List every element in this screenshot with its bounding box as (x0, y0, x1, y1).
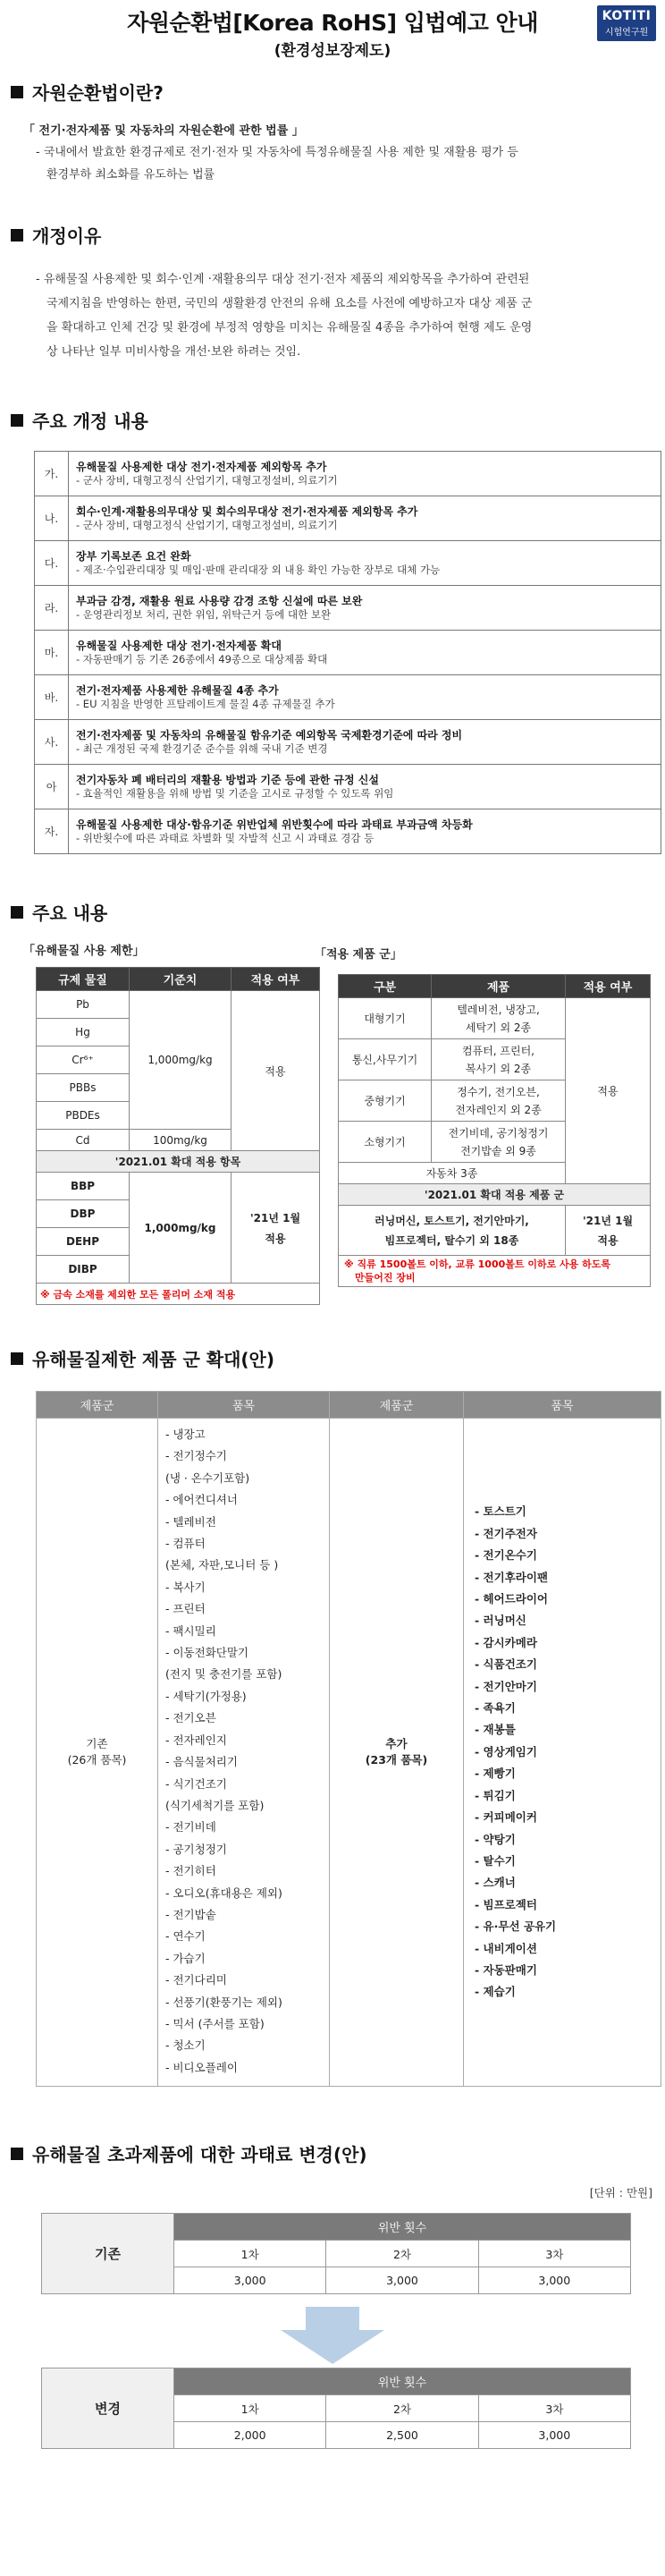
revision-label: 아 (35, 765, 69, 809)
revision-row (35, 720, 661, 765)
revision-content (69, 765, 661, 809)
revision-label: 자. (35, 809, 69, 854)
new-apply-cell: '21년 1월 적용 (566, 1206, 651, 1256)
square-bullet-icon (11, 906, 23, 919)
reason-line: 상 나타난 일부 미비사항을 개선·보완 하려는 것임. (46, 345, 301, 359)
substance-cell: Cd (37, 1130, 130, 1151)
revision-label: 가. (35, 452, 69, 496)
existing-item: - 에어컨디셔너 (165, 1493, 238, 1507)
product-cell: 전기비데, 공기청정기 전기밥솥 외 9종 (432, 1122, 566, 1163)
section-main-content (0, 899, 665, 1326)
page-subtitle: (환경성보장제도) (274, 42, 391, 60)
revision-label: 사. (35, 720, 69, 765)
apply-cell: 적용 (566, 998, 651, 1184)
product-cell: 텔레비전, 냉장고, 세탁기 외 2종 (432, 998, 566, 1039)
existing-items-cell (158, 1419, 330, 2087)
added-item: - 전기온수기 (475, 1548, 537, 1563)
value-cell: 3,000 (326, 2267, 478, 2294)
revision-detail: - 운영관리정보 처리, 권한 위임, 위탁근거 등에 대한 보완 (76, 608, 332, 621)
section-fine-change (0, 2140, 665, 2449)
existing-item: - 오디오(휴대용은 제외) (165, 1885, 282, 1900)
revision-label: 바. (35, 675, 69, 720)
revision-row (35, 631, 661, 675)
new-products-cell: 러닝머신, 토스트기, 전기안마기, 빔프로젝터, 탈수기 외 18종 (339, 1206, 566, 1256)
product-cell: 컴퓨터, 프린터, 복사기 외 2종 (432, 1039, 566, 1080)
revision-content (69, 720, 661, 765)
added-item: - 튀김기 (475, 1788, 516, 1802)
col-header: 품목 (464, 1392, 661, 1419)
col-header: 규제 물질 (37, 968, 130, 991)
fine-after-table (41, 2368, 631, 2449)
apply-cell: 적용 (231, 991, 320, 1151)
existing-item: - 공기청정기 (165, 1842, 227, 1856)
existing-item: - 비디오플레이 (165, 2060, 238, 2074)
reason-line: 국제지침을 반영하는 한편, 국민의 생활환경 안전의 유해 요소를 사전에 예방하고자 대상 제품 군 (46, 297, 533, 310)
value-cell: 2,500 (326, 2422, 478, 2449)
added-item: - 영상게임기 (475, 1744, 537, 1758)
revision-detail: - 위반횟수에 따른 과태료 차별화 및 자발적 신고 시 과태료 경감 등 (76, 832, 375, 844)
revision-detail: - EU 지침을 반영한 프탈레이트계 물질 4종 규제물질 추가 (76, 698, 335, 710)
count-cell: 1차 (174, 2241, 326, 2267)
product-group-block (315, 941, 651, 1287)
existing-item: - 음식물처리기 (165, 1755, 238, 1769)
value-cell: 3,000 (174, 2267, 326, 2294)
product-note: ※ 직류 1500볼트 이하, 교류 1000볼트 이하로 사용 하도록 만들어진 장비 (339, 1256, 651, 1287)
existing-item: - 전기다리미 (165, 1973, 227, 1987)
law-name: 「 전기·전자제품 및 자동차의 자원순환에 관한 법률 」 (23, 124, 304, 138)
product-expansion-table (36, 1391, 661, 2087)
added-item: - 식품건조기 (475, 1657, 537, 1672)
square-bullet-icon (11, 2148, 23, 2160)
added-item: - 헤어드라이어 (475, 1592, 548, 1606)
before-label: 기존 (42, 2214, 174, 2294)
revision-row (35, 541, 661, 586)
existing-item: - 전기히터 (165, 1864, 216, 1878)
existing-item: - 프린터 (165, 1602, 206, 1616)
existing-item: (본체, 자판,모니터 등 ) (165, 1558, 279, 1572)
added-item: - 전기주전자 (475, 1526, 537, 1540)
revision-content (69, 586, 661, 631)
revision-title: 유해물질 사용제한 대상 전기·전자제품 확대 (76, 640, 282, 652)
new-substance-cell: BBP (37, 1173, 130, 1200)
revision-content (69, 541, 661, 586)
revision-title: 회수·인계·재활용의무대상 및 회수의무대상 전기·전자제품 제외항목 추가 (76, 505, 418, 518)
existing-item: - 세탁기(가정용) (165, 1689, 247, 1703)
revision-title: 장부 기록보존 요건 완화 (76, 550, 191, 563)
added-items-cell (464, 1419, 661, 2087)
expand-title: '2021.01 확대 적용 항목 (37, 1151, 320, 1173)
revision-row (35, 675, 661, 720)
product-cell: 정수기, 전기오븐, 전자레인지 외 2종 (432, 1080, 566, 1122)
added-item: - 감시카메라 (475, 1635, 537, 1649)
revision-content (69, 809, 661, 854)
after-label: 변경 (42, 2368, 174, 2449)
new-apply-cell: '21년 1월 적용 (231, 1173, 320, 1284)
section-title: 유해물질제한 제품 군 확대(안) (11, 1345, 665, 1371)
reason-line: 을 확대하고 인체 건강 및 환경에 부정적 영향을 미치는 유해물질 4종을 추가하여 현행 제도 운영 (46, 321, 533, 335)
revision-row (35, 452, 661, 496)
revision-row (35, 809, 661, 854)
added-item: - 제습기 (475, 1985, 516, 1999)
logo-main-text: KOTITI (602, 9, 652, 23)
section-definition (0, 79, 665, 186)
logo-sub-text: 시험연구원 (604, 28, 649, 38)
count-cell: 3차 (478, 2241, 630, 2267)
limit-cell: 100mg/kg (130, 1130, 231, 1151)
added-item: - 토스트기 (475, 1504, 526, 1519)
page-title: 자원순환법[Korea RoHS] 입법예고 안내 (127, 10, 538, 36)
value-cell: 3,000 (478, 2267, 630, 2294)
revision-row (35, 586, 661, 631)
down-arrow-icon (0, 2294, 665, 2368)
added-item: - 스캐너 (475, 1876, 516, 1890)
existing-item: (냉 · 온수기포함) (165, 1470, 250, 1485)
page-header (0, 0, 665, 60)
existing-item: - 컴퓨터 (165, 1537, 206, 1551)
count-cell: 3차 (478, 2395, 630, 2422)
added-item: - 자동판매기 (475, 1962, 537, 1977)
new-substance-cell: DIBP (37, 1256, 130, 1284)
added-item: - 제빵기 (475, 1767, 516, 1781)
substance-note: ※ 금속 소재를 제외한 모든 폴리머 소재 적용 (37, 1284, 320, 1305)
col-header: 제품군 (37, 1392, 158, 1419)
violation-header: 위반 횟수 (174, 2368, 631, 2395)
existing-item: - 청소기 (165, 2038, 206, 2053)
existing-item: - 팩시밀리 (165, 1623, 216, 1638)
existing-item: - 텔레비전 (165, 1514, 216, 1529)
section-reason (0, 222, 665, 364)
revision-content (69, 675, 661, 720)
added-item: - 전기후라이팬 (475, 1570, 548, 1584)
col-header: 기준치 (130, 968, 231, 991)
added-item: - 약탕기 (475, 1832, 516, 1846)
revision-title: 전기·전자제품 및 자동차의 유해물질 함유기준 예외항목 국제환경기준에 따라 정비 (76, 729, 463, 741)
section-revisions (0, 407, 665, 854)
existing-item: - 믹서 (주서를 포함) (165, 2016, 265, 2030)
added-item: - 재봉틀 (475, 1723, 516, 1737)
product-table (338, 974, 651, 1287)
section-title: 자원순환법이란? (11, 79, 665, 105)
existing-item: - 복사기 (165, 1580, 206, 1594)
existing-item: - 선풍기(환풍기는 제외) (165, 1995, 282, 2009)
definition-line: 환경부하 최소화를 유도하는 법률 (46, 168, 215, 182)
fine-before-table (41, 2213, 631, 2294)
revision-label: 나. (35, 496, 69, 541)
kotiti-logo (597, 5, 656, 41)
added-item: - 러닝머신 (475, 1614, 526, 1628)
revision-label: 마. (35, 631, 69, 675)
section-title: 개정이유 (11, 222, 665, 248)
expand-title: '2021.01 확대 적용 제품 군 (339, 1184, 651, 1206)
added-item: - 빔프로젝터 (475, 1897, 537, 1911)
revision-detail: - 제조·수입관리대장 및 매입·판매 관리대장 외 내용 확인 가능한 장부로 대체 가능 (76, 564, 441, 576)
count-cell: 2차 (326, 2395, 478, 2422)
group-cell: 대형기기 (339, 998, 432, 1039)
col-header: 적용 여부 (566, 975, 651, 998)
col-header: 제품군 (330, 1392, 464, 1419)
definition-line: - 국내에서 발효한 환경규제로 전기·전자 및 자동차에 특정유해물질 사용 제한 및 재활용 평가 등 (36, 146, 518, 159)
revision-detail: - 최근 개정된 국제 환경기준 준수를 위해 국내 기준 변경 (76, 742, 328, 755)
revision-title: 전기·전자제품 사용제한 유해물질 4종 추가 (76, 684, 279, 697)
revision-title: 유해물질 사용제한 대상 전기·전자제품 제외항목 추가 (76, 461, 327, 473)
value-cell: 3,000 (478, 2422, 630, 2449)
revision-title: 전기자동차 폐 배터리의 재활용 방법과 기준 등에 관한 규정 신설 (76, 774, 379, 786)
substance-cell: PBDEs (37, 1102, 130, 1130)
existing-item: - 냉장고 (165, 1428, 206, 1441)
revision-label: 다. (35, 541, 69, 586)
product-caption: 「적용 제품 군」 (315, 948, 402, 962)
substance-cell: Hg (37, 1019, 130, 1046)
reason-line: - 유해물질 사용제한 및 회수·인계 ·재활용의무 대상 전기·전자 제품의 제외항목을 추가하여 관련된 (36, 273, 530, 286)
substance-caption: 「유해물질 사용 제한」 (23, 945, 145, 958)
revision-row (35, 496, 661, 541)
substance-cell: Cr⁶⁺ (37, 1046, 130, 1074)
existing-item: - 이동전화단말기 (165, 1646, 249, 1660)
group-cell: 통신,사무기기 (339, 1039, 432, 1080)
added-item: - 내비게이션 (475, 1941, 537, 1955)
square-bullet-icon (11, 414, 23, 427)
section-title: 주요 내용 (11, 899, 665, 925)
col-header: 제품 (432, 975, 566, 998)
new-substance-cell: DBP (37, 1200, 130, 1228)
revision-table (34, 451, 661, 854)
revision-row (35, 765, 661, 809)
section-title: 주요 개정 내용 (11, 407, 665, 433)
square-bullet-icon (11, 229, 23, 242)
revision-detail: - 효율적인 재활용을 위해 방법 및 기준을 고시로 규정할 수 있도록 위임 (76, 787, 394, 800)
col-header: 적용 여부 (231, 968, 320, 991)
revision-detail: - 자동판매기 등 기존 26종에서 49종으로 대상제품 확대 (76, 653, 328, 665)
auto-cell: 자동차 3종 (339, 1163, 566, 1184)
limit-cell: 1,000mg/kg (130, 991, 231, 1130)
revision-detail: - 군사 장비, 대형고정식 산업기기, 대형고정설비, 의료기기 (76, 474, 338, 487)
added-item: - 유·무선 공유기 (475, 1919, 557, 1934)
section-product-expansion (0, 1345, 665, 2087)
added-group-cell: 추가 (23개 품목) (330, 1419, 464, 2087)
square-bullet-icon (11, 86, 23, 98)
existing-item: - 연수기 (165, 1929, 206, 1944)
value-cell: 2,000 (174, 2422, 326, 2449)
square-bullet-icon (11, 1352, 23, 1365)
new-limit-cell: 1,000mg/kg (130, 1173, 231, 1284)
substance-cell: PBBs (37, 1074, 130, 1102)
count-cell: 2차 (326, 2241, 478, 2267)
existing-item: (전지 및 충전기를 포함) (165, 1667, 282, 1682)
existing-item: - 전자레인지 (165, 1733, 227, 1747)
existing-item: - 전기오븐 (165, 1711, 216, 1725)
count-cell: 1차 (174, 2395, 326, 2422)
added-item: - 커피메이커 (475, 1810, 537, 1825)
revision-detail: - 군사 장비, 대형고정식 산업기기, 대형고정설비, 의료기기 (76, 519, 338, 531)
group-cell: 중형기기 (339, 1080, 432, 1122)
revision-content (69, 631, 661, 675)
revision-content (69, 452, 661, 496)
revision-title: 유해물질 사용제한 대상·함유기준 위반업체 위반횟수에 따라 과태료 부과금액 차등화 (76, 818, 473, 831)
new-substance-cell: DEHP (37, 1228, 130, 1256)
col-header: 품목 (158, 1392, 330, 1419)
revision-label: 라. (35, 586, 69, 631)
existing-item: - 전기정수기 (165, 1449, 227, 1463)
existing-group-cell: 기존 (26개 품목) (37, 1419, 158, 2087)
unit-label: [단위 : 만원] (589, 2186, 652, 2200)
group-cell: 소형기기 (339, 1122, 432, 1163)
revision-title: 부과금 감경, 재활용 원료 사용량 감경 조항 신설에 따른 보완 (76, 595, 363, 607)
existing-item: - 전기밥솥 (165, 1907, 216, 1921)
added-item: - 탈수기 (475, 1853, 516, 1868)
added-item: - 전기안마기 (475, 1679, 537, 1693)
substance-table (36, 967, 320, 1305)
substance-restriction-block (23, 941, 320, 1305)
existing-item: - 전기비데 (165, 1820, 216, 1835)
revision-content (69, 496, 661, 541)
violation-header: 위반 횟수 (174, 2214, 631, 2241)
existing-item: - 가습기 (165, 1951, 206, 1965)
substance-cell: Pb (37, 991, 130, 1019)
section-title: 유해물질 초과제품에 대한 과태료 변경(안) (11, 2140, 665, 2166)
existing-item: - 식기건조기 (165, 1776, 227, 1791)
existing-item: (식기세척기를 포함) (165, 1798, 265, 1812)
added-item: - 족욕기 (475, 1701, 516, 1716)
col-header: 구분 (339, 975, 432, 998)
